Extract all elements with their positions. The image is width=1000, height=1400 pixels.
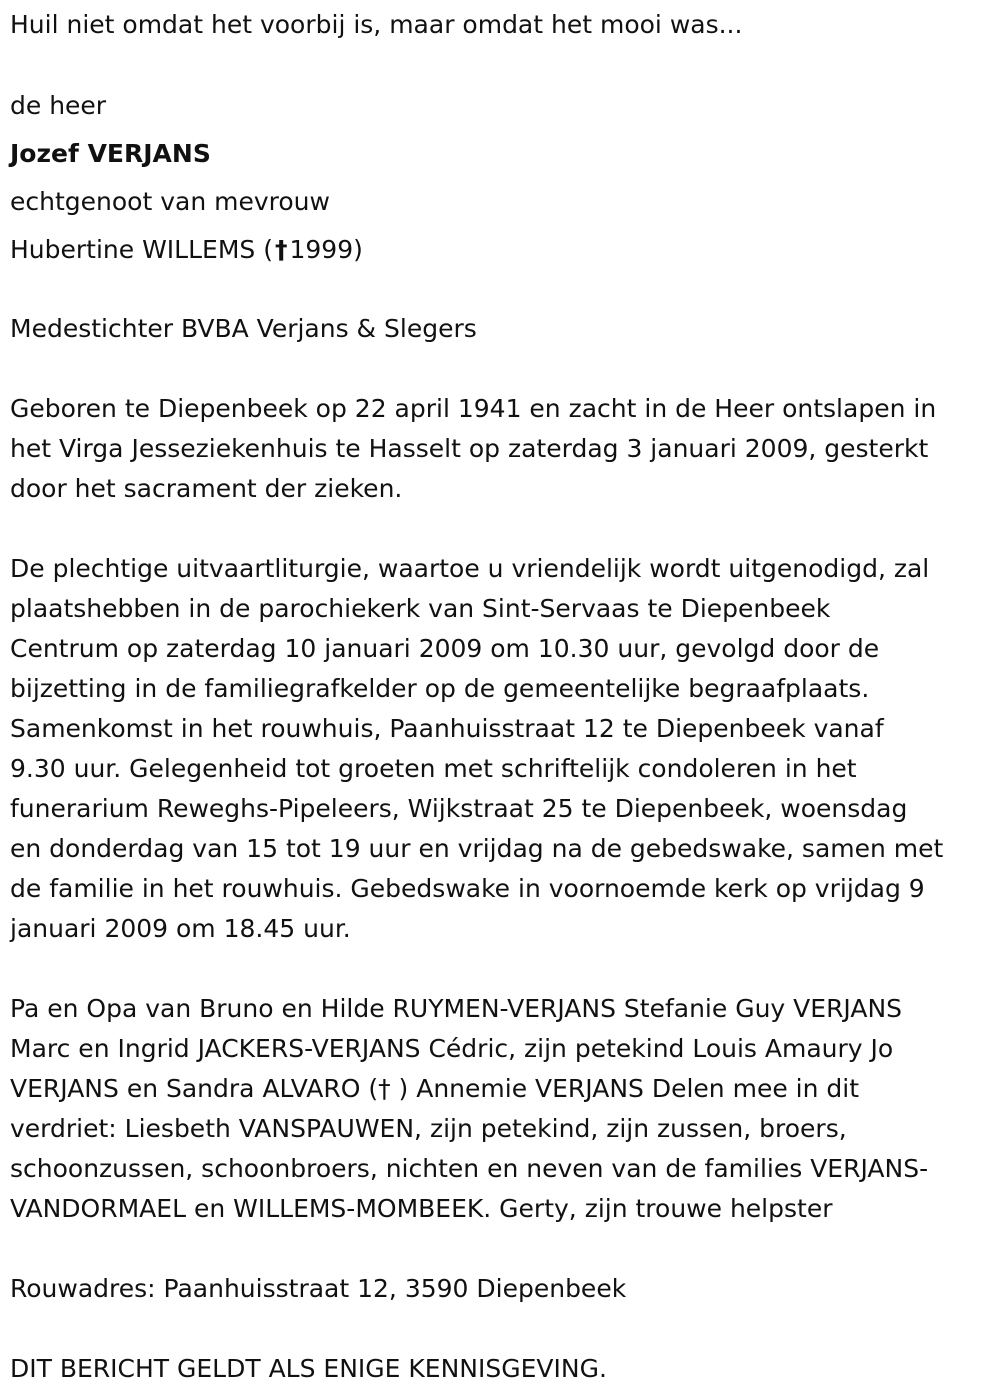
birth-death-paragraph: [10, 389, 995, 509]
paragraph-line: de familie in het rouwhuis. Gebedswake in voornoemde kerk op vrijdag 9: [10, 874, 925, 903]
paragraph-line: verdriet: Liesbeth VANSPAUWEN, zijn petekind, zijn zussen, broers,: [10, 1114, 847, 1143]
paragraph-line: 9.30 uur. Gelegenheid tot groeten met schriftelijk condoleren in het: [10, 754, 857, 783]
paragraph-line: funerarium Reweghs-Pipeleers, Wijkstraat 25 te Diepenbeek, woensdag: [10, 794, 908, 823]
paragraph-line: Centrum op zaterdag 10 januari 2009 om 10.30 uur, gevolgd door de: [10, 634, 880, 663]
spouse-intro: echtgenoot van mevrouw: [10, 187, 330, 216]
paragraph-line: De plechtige uitvaartliturgie, waartoe u vriendelijk wordt uitgenodigd, zal: [10, 554, 930, 583]
spouse-name: Hubertine WILLEMS (: [10, 235, 273, 264]
paragraph-line: plaatshebben in de parochiekerk van Sint-Servaas te Diepenbeek: [10, 594, 831, 623]
role-text: Medestichter BVBA Verjans & Slegers: [10, 314, 477, 343]
paragraph-line: Pa en Opa van Bruno en Hilde RUYMEN-VERJANS Stefanie Guy VERJANS: [10, 994, 903, 1023]
paragraph-line: en donderdag van 15 tot 19 uur en vrijdag na de gebedswake, samen met: [10, 834, 944, 863]
paragraph-line: bijzetting in de familiegrafkelder op de gemeentelijke begraafplaats.: [10, 674, 870, 703]
address-text: Rouwadres: Paanhuisstraat 12, 3590 Diepenbeek: [10, 1274, 627, 1303]
paragraph-line: VERJANS en Sandra ALVARO († ) Annemie VERJANS Delen mee in dit: [10, 1074, 860, 1103]
paragraph-line: het Virga Jesseziekenhuis te Hasselt op zaterdag 3 januari 2009, gesterkt: [10, 434, 929, 463]
cross-icon: †: [274, 235, 288, 264]
salutation: de heer: [10, 91, 107, 120]
paragraph-line: schoonzussen, schoonbroers, nichten en neven van de families VERJANS-: [10, 1154, 929, 1183]
notice-text: DIT BERICHT GELDT ALS ENIGE KENNISGEVING.: [10, 1354, 607, 1383]
paragraph-line: Marc en Ingrid JACKERS-VERJANS Cédric, zijn petekind Louis Amaury Jo: [10, 1034, 894, 1063]
paragraph-line: Samenkomst in het rouwhuis, Paanhuisstraat 12 te Diepenbeek vanaf: [10, 714, 884, 743]
quote-text: Huil niet omdat het voorbij is, maar omdat het mooi was...: [10, 10, 743, 39]
spouse-line: [10, 226, 995, 274]
deceased-name: Jozef VERJANS: [10, 139, 211, 168]
deceased-header: [10, 82, 995, 274]
address-block: [10, 1269, 995, 1309]
family-paragraph: [10, 989, 995, 1229]
paragraph-line: januari 2009 om 18.45 uur.: [10, 914, 351, 943]
paragraph-line: VANDORMAEL en WILLEMS-MOMBEEK. Gerty, zijn trouwe helpster: [10, 1194, 833, 1223]
quote-block: [10, 5, 995, 45]
funeral-paragraph: [10, 549, 995, 949]
paragraph-line: door het sacrament der zieken.: [10, 474, 403, 503]
notice-block: [10, 1349, 995, 1389]
role-block: [10, 309, 995, 349]
spouse-year: 1999): [289, 235, 363, 264]
paragraph-line: Geboren te Diepenbeek op 22 april 1941 en zacht in de Heer ontslapen in: [10, 394, 937, 423]
